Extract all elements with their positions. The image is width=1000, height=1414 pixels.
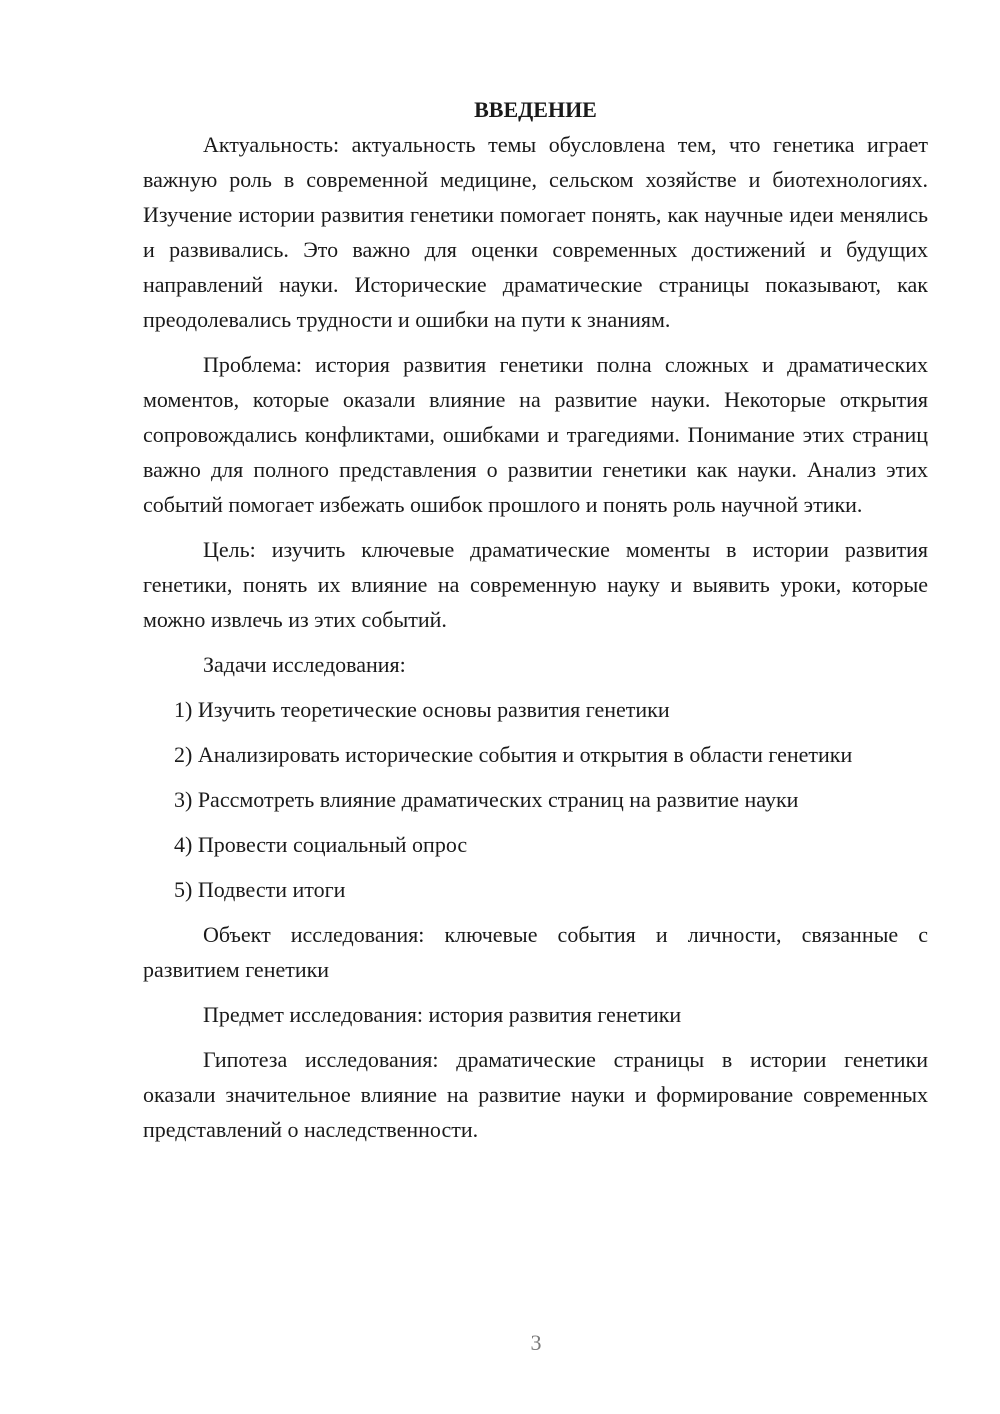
hypothesis-paragraph: Гипотеза исследования: драматические страницы в истории генетики оказали значительное влияние на развитие науки и формирование современных представлений о наследственности. bbox=[143, 1047, 928, 1142]
goal-paragraph: Цель: изучить ключевые драматические моменты в истории развития генетики, понять их влияние на современную науку и выявить уроки, которые можно извлечь из этих событий. bbox=[143, 537, 928, 632]
tasks-heading: Задачи исследования: bbox=[203, 652, 406, 677]
task-item-1: 1) Изучить теоретические основы развития генетики bbox=[174, 697, 670, 722]
section-heading: ВВЕДЕНИЕ bbox=[474, 97, 597, 122]
problem-paragraph: Проблема: история развития генетики полна сложных и драматических моментов, которые оказали влияние на развитие науки. Некоторые открытия сопровождались конфликтами, ошибками и трагедиями. Понимание этих страниц важно для полного представления о развитии генетики как науки. Анализ этих событий помогает избежать ошибок прошлого и понять роль научной этики. bbox=[143, 352, 928, 517]
relevance-paragraph: Актуальность: актуальность темы обусловлена тем, что генетика играет важную роль в современной медицине, сельском хозяйстве и биотехнологиях. Изучение истории развития генетики помогает понять, как научные идеи менялись и развивались. Это важно для оценки современных достижений и будущих направлений науки. Исторические драматические страницы показывают, как преодолевались трудности и ошибки на пути к знаниям. bbox=[143, 132, 928, 332]
subject-paragraph: Предмет исследования: история развития генетики bbox=[203, 1002, 682, 1027]
task-item-5: 5) Подвести итоги bbox=[174, 877, 346, 902]
task-item-4: 4) Провести социальный опрос bbox=[174, 832, 468, 857]
page-number: 3 bbox=[530, 1330, 542, 1355]
task-item-2: 2) Анализировать исторические события и открытия в области генетики bbox=[174, 742, 853, 767]
document-body bbox=[143, 92, 928, 1157]
task-item-3: 3) Рассмотреть влияние драматических страниц на развитие науки bbox=[174, 787, 799, 812]
object-paragraph: Объект исследования: ключевые события и личности, связанные с развитием генетики bbox=[143, 922, 928, 982]
